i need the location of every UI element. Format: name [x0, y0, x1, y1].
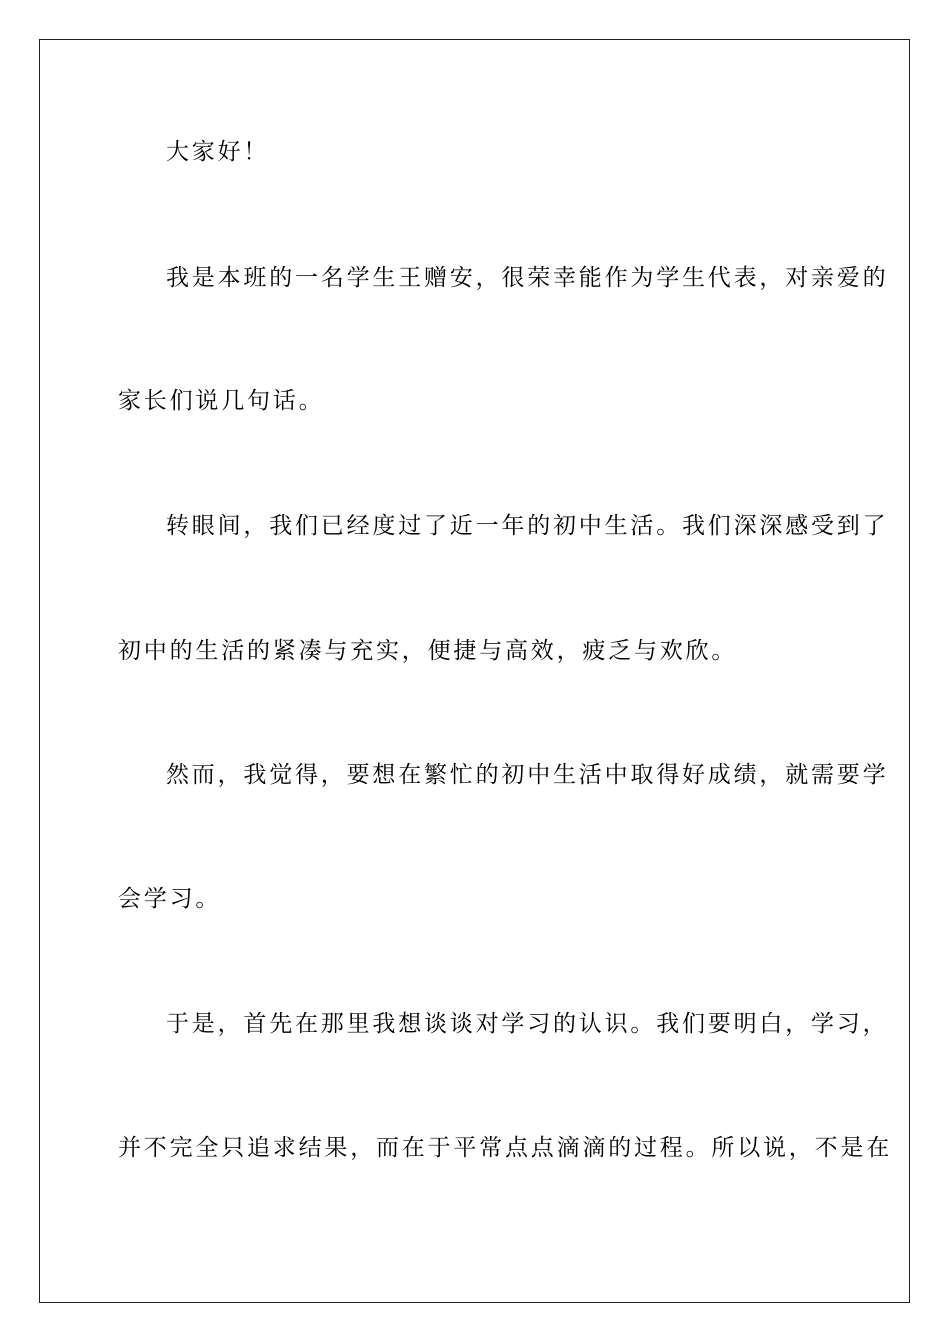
text-line: 家长们说几句话。 [118, 388, 325, 414]
text-line: 初中的生活的紧凑与充实，便捷与高效，疲乏与欢欣。 [118, 638, 738, 664]
document-page [39, 39, 910, 1303]
text-line: 并不完全只追求结果，而在于平常点点滴滴的过程。所以说，不是在 [118, 1135, 892, 1161]
text-line: 我是本班的一名学生王赠安，很荣幸能作为学生代表，对亲爱的 [166, 265, 889, 291]
text-line: 会学习。 [118, 886, 222, 912]
text-line: 然而，我觉得，要想在繁忙的初中生活中取得好成绩，就需要学 [166, 762, 889, 788]
text-line-greeting: 大家好！ [166, 139, 270, 165]
text-line: 转眼间，我们已经度过了近一年的初中生活。我们深深感受到了 [166, 513, 889, 539]
text-line: 于是，首先在那里我想谈谈对学习的认识。我们要明白，学习， [166, 1011, 889, 1037]
